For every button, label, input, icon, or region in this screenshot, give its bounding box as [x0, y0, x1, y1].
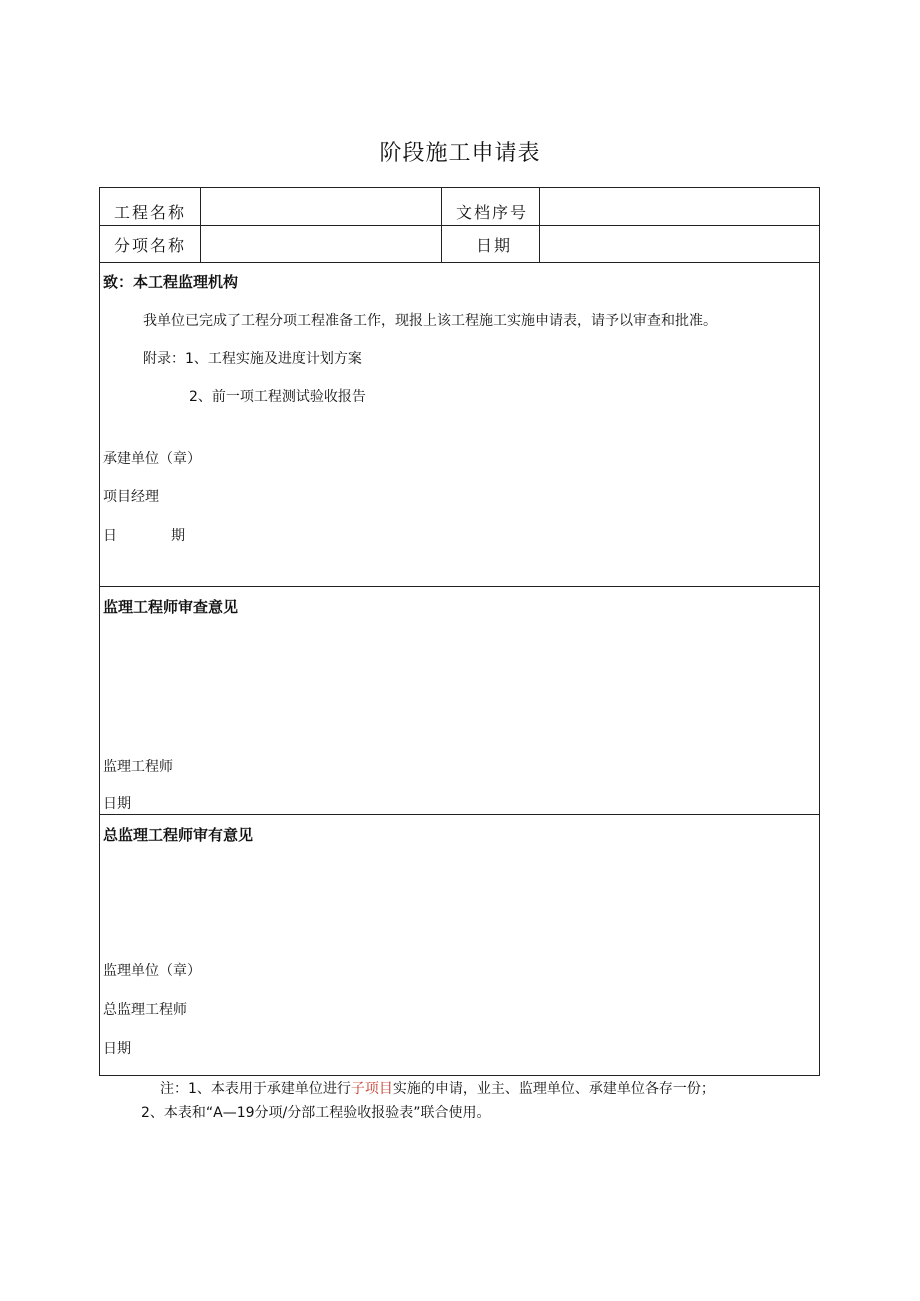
- date-label: 日期: [476, 236, 513, 255]
- row-divider: [100, 262, 819, 263]
- section-divider: [100, 814, 819, 815]
- chief-date-label: 日期: [103, 1041, 131, 1057]
- supervisor-date-label: 日期: [103, 796, 131, 812]
- supervising-engineer-label: 监理工程师: [103, 759, 173, 775]
- attachment-1: 附录：1、工程实施及进度计划方案: [143, 351, 362, 367]
- doc-no-field[interactable]: [547, 199, 811, 219]
- application-form: [99, 187, 820, 1076]
- page-title: 阶段施工申请表: [379, 141, 541, 166]
- addressee: 致：本工程监理机构: [103, 273, 239, 291]
- col-divider: [200, 188, 201, 262]
- row-divider: [100, 225, 819, 226]
- note-1-highlight: 子项目: [350, 1081, 393, 1097]
- date-label-part1: 日: [103, 528, 117, 544]
- project-name-label: 工程名称: [114, 203, 187, 222]
- note-1-part-a: 注：1、本表用于承建单位进行: [160, 1081, 351, 1097]
- date-label-part2: 期: [171, 528, 185, 544]
- col-divider: [539, 188, 540, 262]
- item-name-field[interactable]: [208, 235, 436, 255]
- date-field[interactable]: [547, 235, 811, 255]
- application-body: 我单位已完成了工程分项工程准备工作，现报上该工程施工实施申请表，请予以审查和批准。: [143, 313, 717, 329]
- note-1-part-b: 实施的申请，业主、监理单位、承建单位各存一份；: [392, 1081, 715, 1097]
- attachment-2: 2、前一项工程测试验收报告: [189, 389, 366, 405]
- doc-no-label: 文档序号: [456, 203, 529, 222]
- section-divider: [100, 586, 819, 587]
- note-line-2: 2、本表和“A—19分项/分部工程验收报验表”联合使用。: [141, 1105, 491, 1121]
- contractor-unit-label: 承建单位（章）: [103, 451, 201, 467]
- note-line-1: [160, 1080, 715, 1098]
- col-divider: [441, 188, 442, 262]
- chief-review-heading: 总监理工程师审有意见: [103, 826, 254, 844]
- supervision-unit-label: 监理单位（章）: [103, 963, 201, 979]
- item-name-label: 分项名称: [114, 236, 187, 255]
- project-manager-label: 项目经理: [103, 489, 159, 505]
- chief-engineer-label: 总监理工程师: [103, 1002, 187, 1018]
- supervisor-review-heading: 监理工程师审查意见: [103, 598, 239, 616]
- project-name-field[interactable]: [208, 199, 436, 219]
